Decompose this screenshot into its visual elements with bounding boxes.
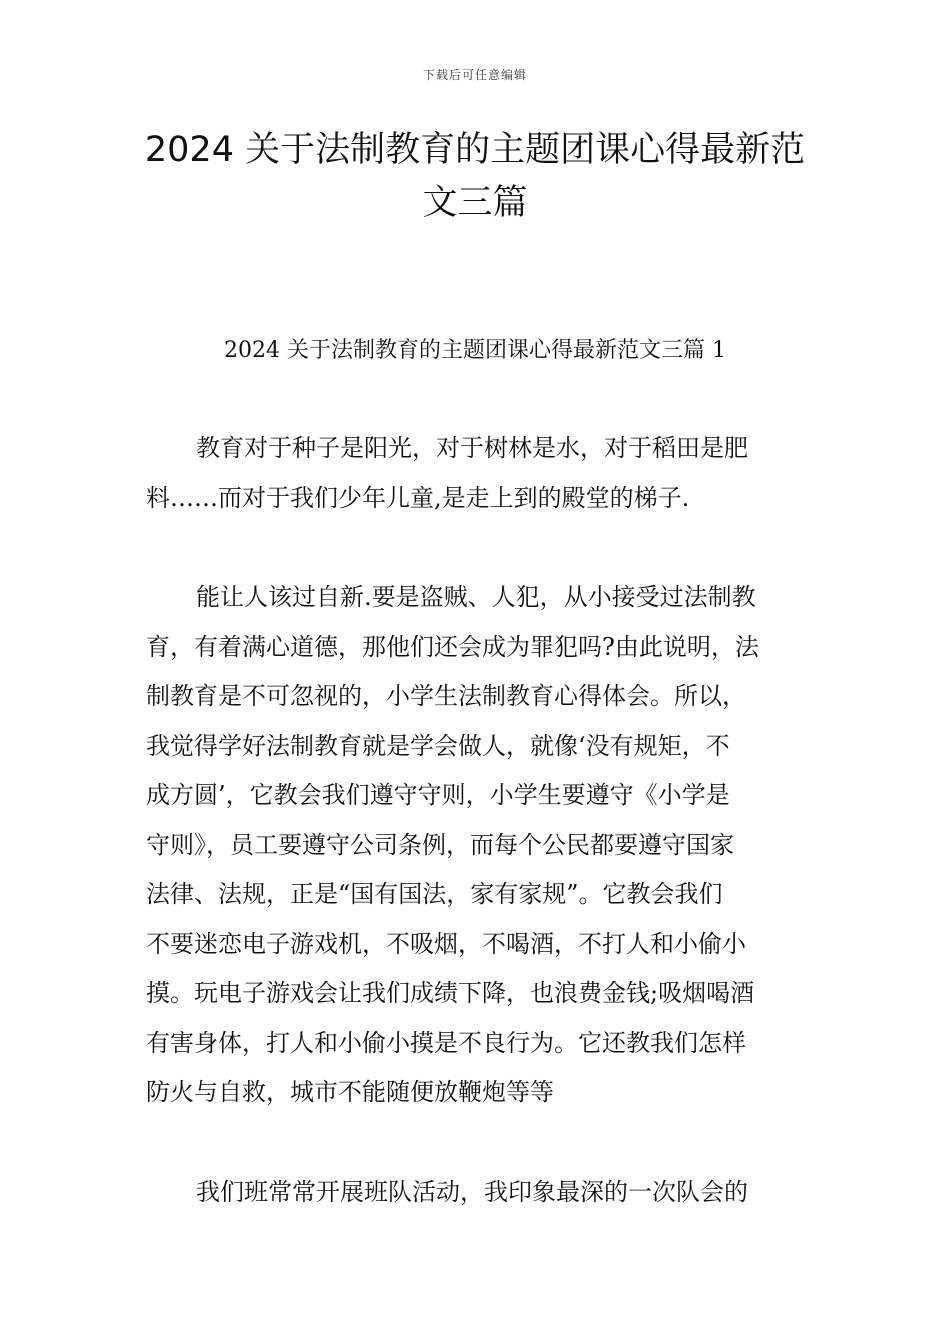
section-heading: 2024 关于法制教育的主题团课心得最新范文三篇 1 bbox=[224, 338, 726, 363]
paragraph-line: 摸。玩电子游戏会让我们成绩下降，也浪费金钱;吸烟喝酒 bbox=[146, 979, 755, 1007]
paragraph-3 bbox=[146, 1168, 808, 1218]
paragraph-line: 防火与自救，城市不能随便放鞭炮等等 bbox=[146, 1078, 554, 1106]
paragraph-line: 制教育是不可忽视的，小学生法制教育心得体会。所以， bbox=[146, 682, 746, 710]
header-note: 下载后可任意编辑 bbox=[422, 68, 527, 82]
paragraph-line: 我们班常常开展班队活动，我印象最深的一次队会的 bbox=[196, 1178, 748, 1206]
paragraph-2 bbox=[146, 573, 808, 1118]
paragraph-line: 守则》，员工要遵守公司条例，而每个公民都要遵守国家 bbox=[146, 830, 734, 859]
paragraph-line: 我觉得学好法制教育就是学会做人，就像‘没有规矩，不 bbox=[146, 731, 730, 760]
title-line-2: 文三篇 bbox=[422, 183, 528, 223]
paragraph-1 bbox=[146, 424, 808, 523]
paragraph-line: 料……而对于我们少年儿童,是走上到的殿堂的梯子. bbox=[146, 483, 690, 512]
document-title bbox=[120, 124, 830, 230]
paragraph-line: 有害身体，打人和小偷小摸是不良行为。它还教我们怎样 bbox=[146, 1028, 746, 1057]
title-line-1: 2024 关于法制教育的主题团课心得最新范 bbox=[144, 130, 806, 170]
paragraph-line: 不要迷恋电子游戏机，不吸烟，不喝酒，不打人和小偷小 bbox=[146, 929, 746, 958]
paragraph-line: 教育对于种子是阳光，对于树林是水，对于稻田是肥 bbox=[196, 434, 748, 462]
paragraph-line: 成方圆’，它教会我们遵守守则，小学生要遵守《小学是 bbox=[146, 781, 730, 809]
paragraph-line: 能让人该过自新.要是盗贼、人犯，从小接受过法制教 bbox=[196, 583, 756, 611]
paragraph-line: 育，有着满心道德，那他们还会成为罪犯吗?由此说明，法 bbox=[146, 632, 759, 661]
paragraph-line: 法律、法规，正是“国有国法，家有家规”。它教会我们 bbox=[146, 880, 723, 908]
